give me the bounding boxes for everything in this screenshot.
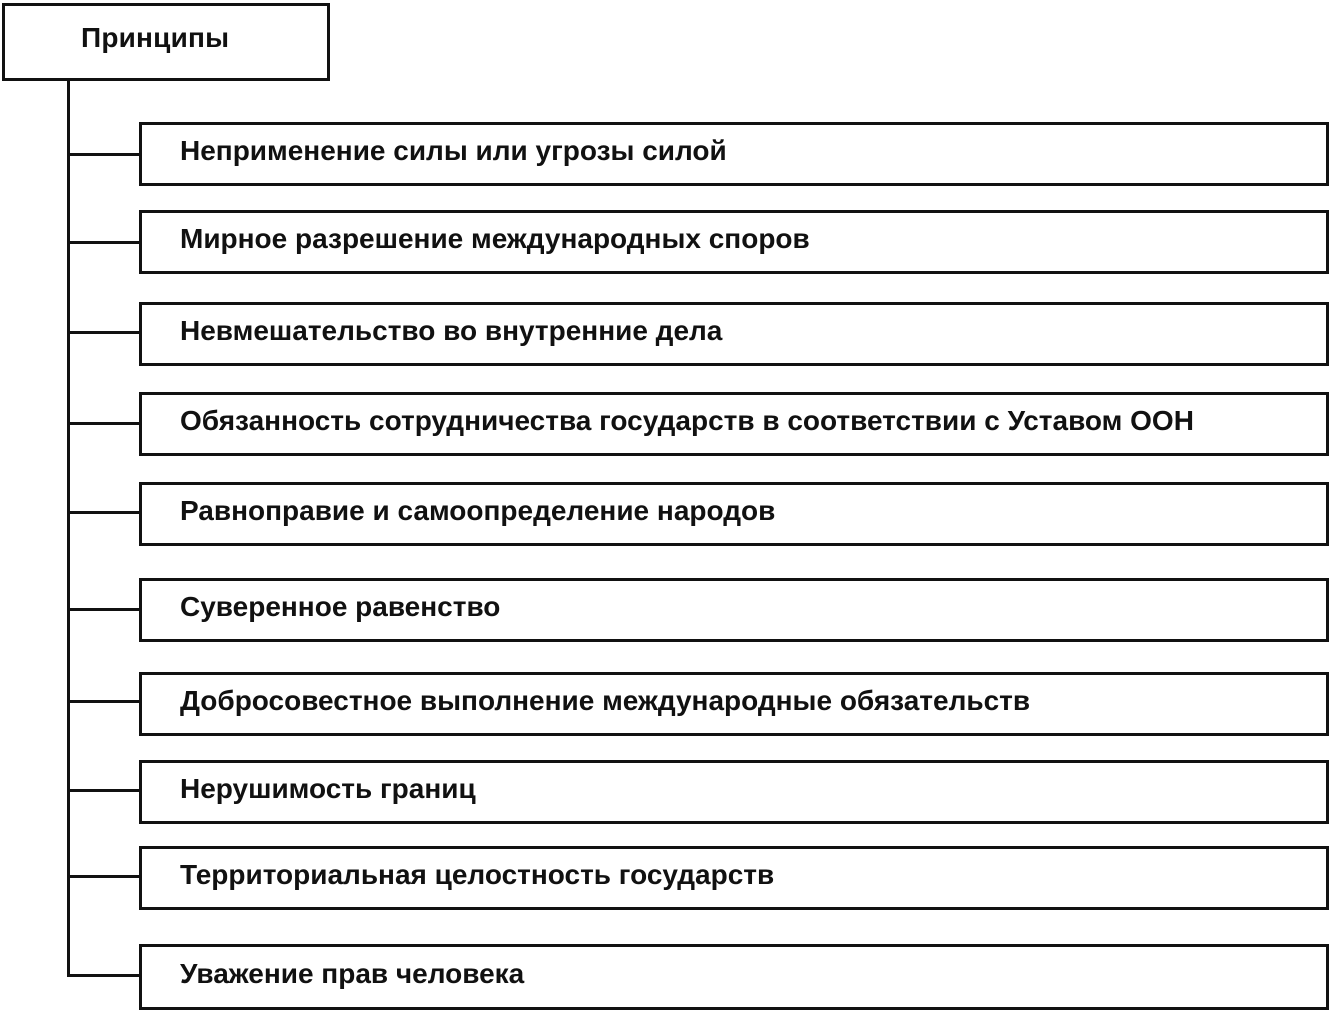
- principle-box: [139, 672, 1329, 736]
- principle-label: Неприменение силы или угрозы силой: [180, 135, 727, 166]
- principle-box: [139, 302, 1329, 366]
- connector-branch: [67, 789, 141, 792]
- principle-label: Равноправие и самоопределение народов: [180, 495, 776, 526]
- principle-box: [139, 210, 1329, 274]
- root-node-box: [2, 3, 330, 81]
- connector-branch: [67, 608, 141, 611]
- principle-label: Мирное разрешение международных споров: [180, 223, 810, 254]
- principle-box: [139, 122, 1329, 186]
- connector-branch: [67, 331, 141, 334]
- connector-branch: [67, 700, 141, 703]
- connector-branch: [67, 422, 141, 425]
- connector-trunk: [67, 81, 70, 977]
- connector-branch: [67, 974, 141, 977]
- principle-box: [139, 392, 1329, 456]
- principle-box: [139, 846, 1329, 910]
- principle-box: [139, 944, 1329, 1010]
- principle-label: Нерушимость границ: [180, 773, 476, 804]
- connector-branch: [67, 241, 141, 244]
- principle-label: Суверенное равенство: [180, 591, 501, 622]
- connector-branch: [67, 153, 141, 156]
- principle-label: Невмешательство во внутренние дела: [180, 315, 723, 346]
- principle-label: Уважение прав человека: [180, 958, 525, 989]
- principle-box: [139, 482, 1329, 546]
- connector-branch: [67, 511, 141, 514]
- principle-label: Добросовестное выполнение международные обязательств: [180, 685, 1031, 716]
- principle-box: [139, 760, 1329, 824]
- connector-branch: [67, 875, 141, 878]
- principle-box: [139, 578, 1329, 642]
- root-node-label: Принципы: [81, 22, 230, 53]
- principle-label: Обязанность сотрудничества государств в соответствии с Уставом ООН: [180, 405, 1194, 436]
- principle-label: Территориальная целостность государств: [180, 859, 775, 890]
